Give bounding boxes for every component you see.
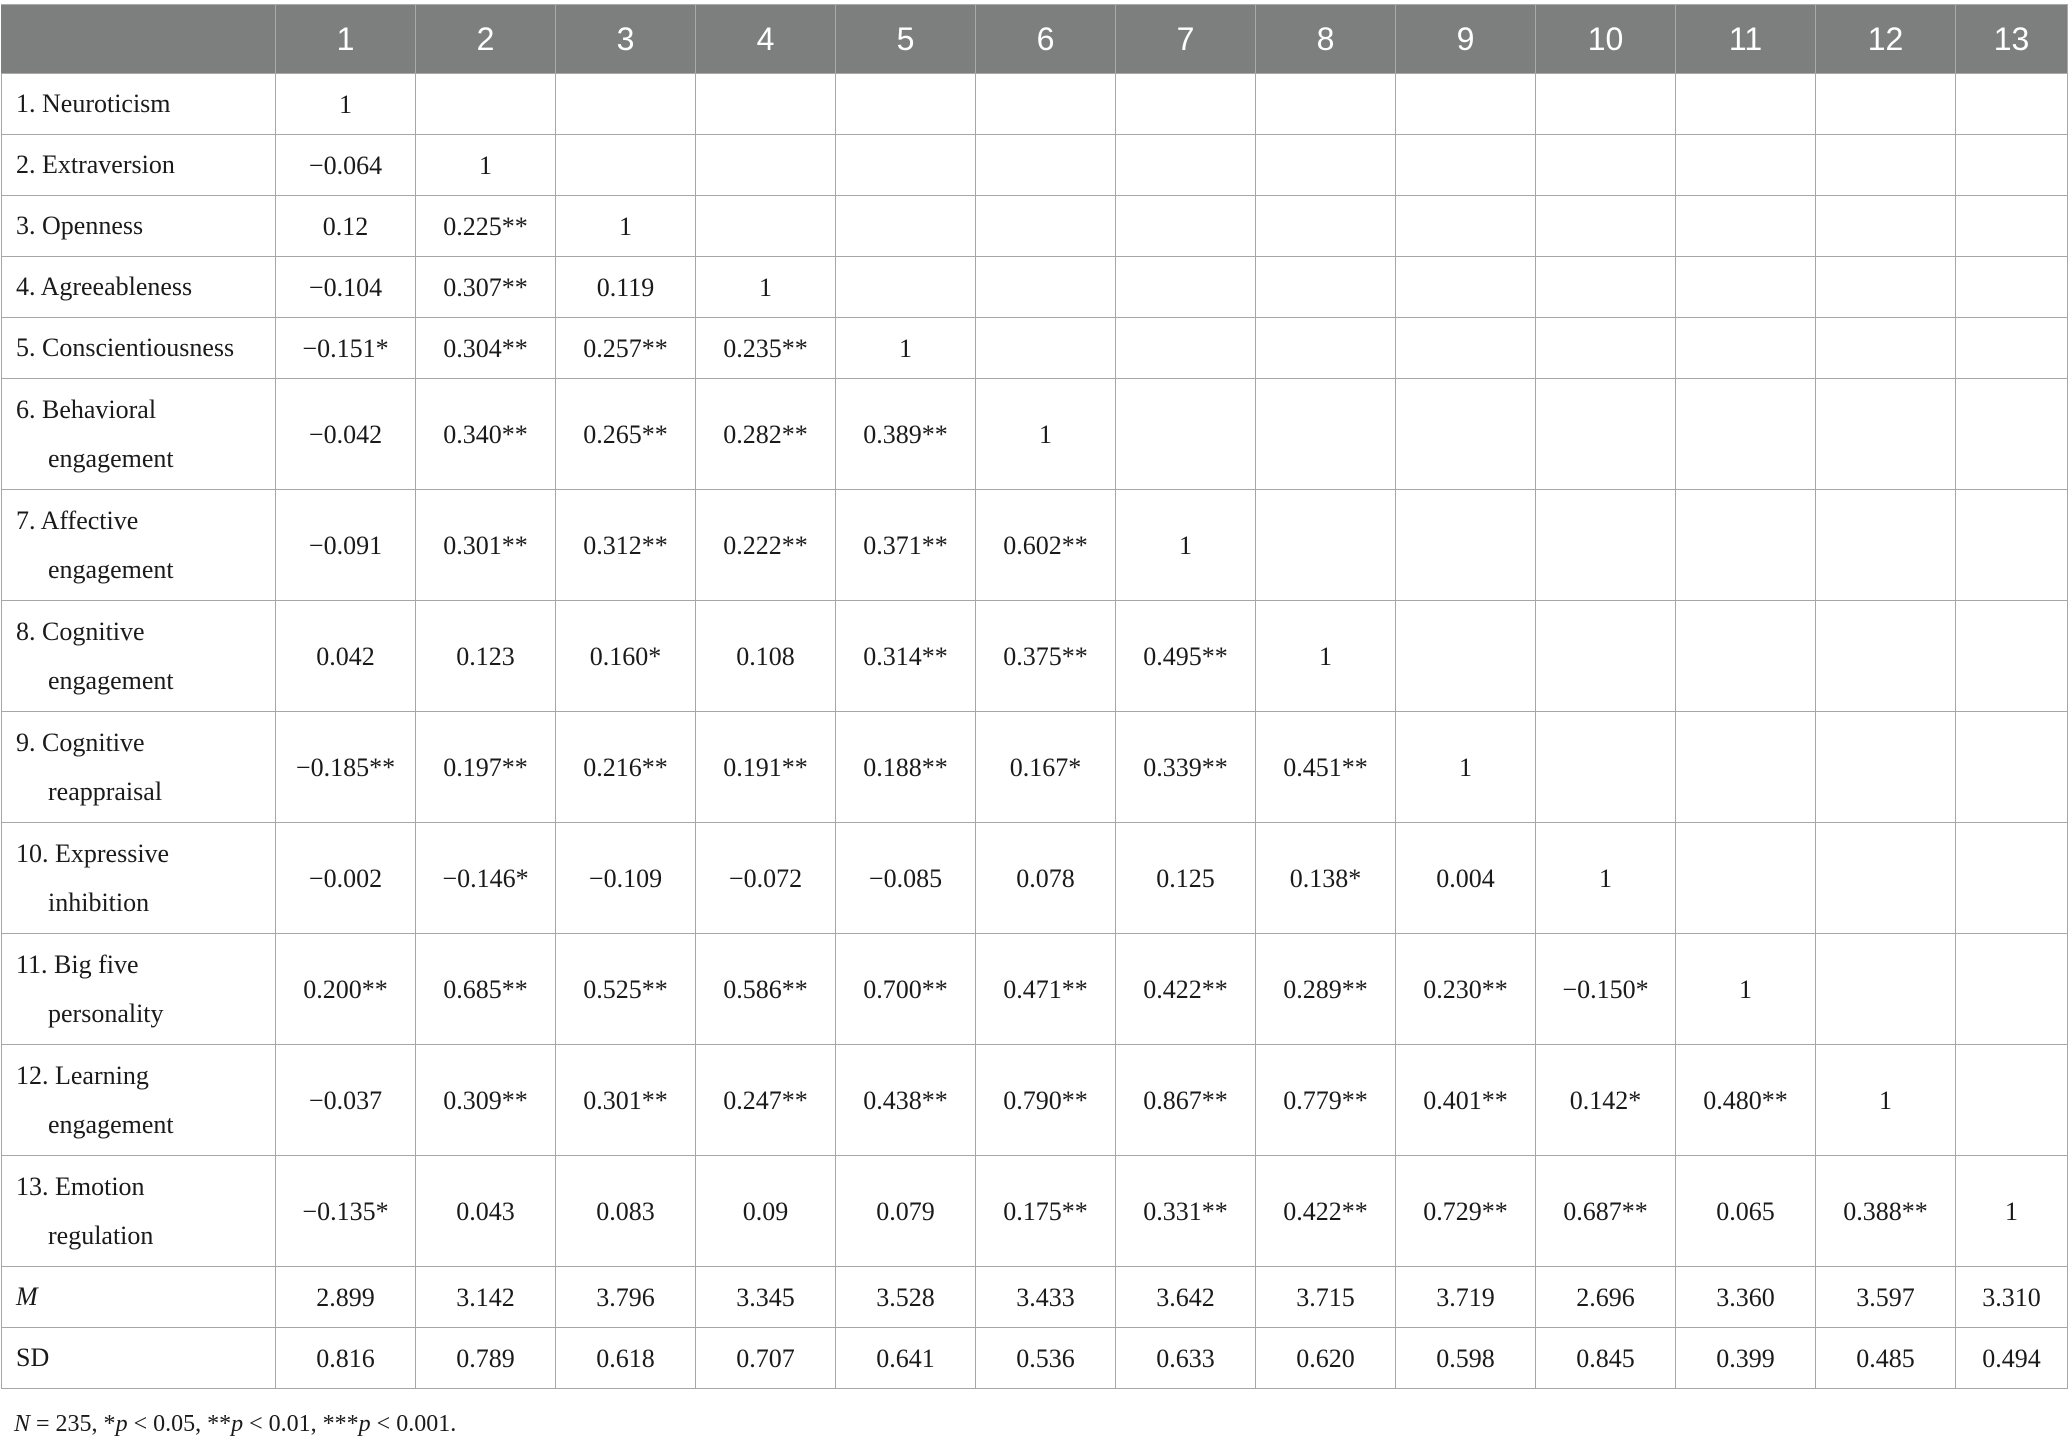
table-header-row bbox=[2, 5, 2068, 74]
table-cell: 0.371** bbox=[836, 490, 976, 601]
table-cell bbox=[836, 74, 976, 135]
table-cell: −0.042 bbox=[276, 379, 416, 490]
table-cell: 0.078 bbox=[976, 823, 1116, 934]
header-corner-cell bbox=[2, 5, 276, 74]
table-cell: 0.125 bbox=[1116, 823, 1256, 934]
row-label bbox=[2, 712, 276, 823]
row-label bbox=[2, 490, 276, 601]
row-label-line: 10. Expressive bbox=[16, 839, 170, 868]
table-cell bbox=[1956, 257, 2068, 318]
table-cell: 3.142 bbox=[416, 1267, 556, 1328]
table-cell bbox=[1816, 135, 1956, 196]
column-header-8: 8 bbox=[1256, 5, 1396, 74]
table-row bbox=[2, 1045, 2068, 1156]
row-label-line: 9. Cognitive bbox=[16, 728, 145, 757]
table-row bbox=[2, 823, 2068, 934]
table-cell bbox=[1816, 196, 1956, 257]
table-cell: 1 bbox=[1536, 823, 1676, 934]
table-cell: 0.138* bbox=[1256, 823, 1396, 934]
table-cell: 0.188** bbox=[836, 712, 976, 823]
table-cell bbox=[1536, 318, 1676, 379]
table-cell bbox=[1816, 823, 1956, 934]
table-cell bbox=[1676, 601, 1816, 712]
table-cell bbox=[1816, 490, 1956, 601]
table-cell: 0.536 bbox=[976, 1328, 1116, 1389]
row-label-line: 11. Big five bbox=[16, 950, 139, 979]
table-cell bbox=[1256, 318, 1396, 379]
row-label bbox=[2, 823, 276, 934]
table-cell: 0.083 bbox=[556, 1156, 696, 1267]
table-cell bbox=[696, 135, 836, 196]
row-label bbox=[2, 318, 276, 379]
table-cell: 0.485 bbox=[1816, 1328, 1956, 1389]
table-cell: 0.123 bbox=[416, 601, 556, 712]
table-cell bbox=[556, 135, 696, 196]
table-cell bbox=[1396, 257, 1536, 318]
table-cell: 0.620 bbox=[1256, 1328, 1396, 1389]
table-cell: 0.340** bbox=[416, 379, 556, 490]
table-cell: 0.339** bbox=[1116, 712, 1256, 823]
table-cell: 1 bbox=[1956, 1156, 2068, 1267]
table-cell bbox=[1956, 196, 2068, 257]
table-cell: 0.301** bbox=[416, 490, 556, 601]
table-cell: 0.422** bbox=[1256, 1156, 1396, 1267]
table-cell bbox=[1956, 318, 2068, 379]
footnote-threshold-1: < 0.05, ** bbox=[127, 1411, 232, 1437]
table-cell bbox=[1396, 318, 1536, 379]
table-cell bbox=[1116, 379, 1256, 490]
row-label bbox=[2, 934, 276, 1045]
table-cell: 0.309** bbox=[416, 1045, 556, 1156]
table-cell: 0.222** bbox=[696, 490, 836, 601]
table-cell: 1 bbox=[1816, 1045, 1956, 1156]
table-cell: 0.235** bbox=[696, 318, 836, 379]
row-label-line: 2. Extraversion bbox=[16, 150, 175, 179]
table-cell bbox=[1816, 934, 1956, 1045]
table-cell: 0.480** bbox=[1676, 1045, 1816, 1156]
table-cell bbox=[1676, 490, 1816, 601]
table-cell: 3.310 bbox=[1956, 1267, 2068, 1328]
table-cell: 0.331** bbox=[1116, 1156, 1256, 1267]
table-cell bbox=[976, 74, 1116, 135]
table-cell bbox=[1956, 74, 2068, 135]
table-cell bbox=[1676, 196, 1816, 257]
footnote-threshold-2: < 0.01, *** bbox=[243, 1411, 359, 1437]
table-cell: 0.167* bbox=[976, 712, 1116, 823]
table-cell: 0.304** bbox=[416, 318, 556, 379]
table-cell: 0.314** bbox=[836, 601, 976, 712]
table-cell: 1 bbox=[276, 74, 416, 135]
table-cell: −0.091 bbox=[276, 490, 416, 601]
table-cell: 0.641 bbox=[836, 1328, 976, 1389]
table-cell: 0.09 bbox=[696, 1156, 836, 1267]
row-label-line: 3. Openness bbox=[16, 211, 144, 240]
table-cell: 1 bbox=[1116, 490, 1256, 601]
table-cell: 0.119 bbox=[556, 257, 696, 318]
table-cell: 3.715 bbox=[1256, 1267, 1396, 1328]
row-label-line: 7. Affective bbox=[16, 506, 139, 535]
table-cell: 0.779** bbox=[1256, 1045, 1396, 1156]
column-header-1: 1 bbox=[276, 5, 416, 74]
table-cell bbox=[1676, 257, 1816, 318]
table-cell bbox=[1816, 257, 1956, 318]
table-cell bbox=[1536, 135, 1676, 196]
row-label bbox=[2, 1328, 276, 1389]
table-cell: −0.002 bbox=[276, 823, 416, 934]
column-header-12: 12 bbox=[1816, 5, 1956, 74]
table-cell: 0.438** bbox=[836, 1045, 976, 1156]
table-cell: 0.525** bbox=[556, 934, 696, 1045]
footnote-n-symbol: N bbox=[14, 1411, 31, 1437]
table-cell bbox=[836, 257, 976, 318]
table-cell: 0.707 bbox=[696, 1328, 836, 1389]
table-cell: 2.899 bbox=[276, 1267, 416, 1328]
table-cell bbox=[1676, 135, 1816, 196]
table-cell: 0.225** bbox=[416, 196, 556, 257]
table-cell: 0.200** bbox=[276, 934, 416, 1045]
table-cell: 3.433 bbox=[976, 1267, 1116, 1328]
table-cell: −0.072 bbox=[696, 823, 836, 934]
table-cell: 0.043 bbox=[416, 1156, 556, 1267]
table-cell: 0.216** bbox=[556, 712, 696, 823]
table-cell bbox=[1816, 601, 1956, 712]
table-cell bbox=[1536, 490, 1676, 601]
table-cell: 0.471** bbox=[976, 934, 1116, 1045]
column-header-9: 9 bbox=[1396, 5, 1536, 74]
table-cell bbox=[836, 135, 976, 196]
table-cell: 0.687** bbox=[1536, 1156, 1676, 1267]
table-cell: 0.633 bbox=[1116, 1328, 1256, 1389]
table-cell: 3.360 bbox=[1676, 1267, 1816, 1328]
table-cell: −0.104 bbox=[276, 257, 416, 318]
table-cell: 0.700** bbox=[836, 934, 976, 1045]
row-label bbox=[2, 196, 276, 257]
footnote-p-symbol: p bbox=[358, 1411, 371, 1437]
table-row bbox=[2, 257, 2068, 318]
table-cell bbox=[976, 257, 1116, 318]
table-cell: −0.146* bbox=[416, 823, 556, 934]
column-header-7: 7 bbox=[1116, 5, 1256, 74]
table-cell: 0.389** bbox=[836, 379, 976, 490]
row-label-line: reappraisal bbox=[48, 777, 163, 806]
table-cell: 0.042 bbox=[276, 601, 416, 712]
table-cell bbox=[1956, 1045, 2068, 1156]
footnote-threshold-3: < 0.001. bbox=[370, 1411, 457, 1437]
table-cell: 0.790** bbox=[976, 1045, 1116, 1156]
table-cell: 0.108 bbox=[696, 601, 836, 712]
table-cell: −0.151* bbox=[276, 318, 416, 379]
table-cell: 0.12 bbox=[276, 196, 416, 257]
table-row bbox=[2, 135, 2068, 196]
table-cell: 1 bbox=[696, 257, 836, 318]
table-cell bbox=[1116, 135, 1256, 196]
table-cell: 0.729** bbox=[1396, 1156, 1536, 1267]
row-label-line: 5. Conscientiousness bbox=[16, 333, 235, 362]
table-cell: 0.845 bbox=[1536, 1328, 1676, 1389]
row-label bbox=[2, 379, 276, 490]
table-cell: 1 bbox=[1676, 934, 1816, 1045]
table-cell bbox=[1956, 712, 2068, 823]
footnote-n-value: = 235, * bbox=[30, 1411, 116, 1437]
table-cell: 0.399 bbox=[1676, 1328, 1816, 1389]
table-cell bbox=[1256, 379, 1396, 490]
table-cell bbox=[1396, 135, 1536, 196]
row-label-line: 4. Agreeableness bbox=[16, 272, 193, 301]
table-cell bbox=[1956, 379, 2068, 490]
table-cell bbox=[1676, 712, 1816, 823]
table-cell: 0.598 bbox=[1396, 1328, 1536, 1389]
table-cell: 0.451** bbox=[1256, 712, 1396, 823]
table-cell bbox=[1816, 74, 1956, 135]
column-header-11: 11 bbox=[1676, 5, 1816, 74]
table-cell bbox=[556, 74, 696, 135]
table-cell: 3.597 bbox=[1816, 1267, 1956, 1328]
table-cell bbox=[1396, 196, 1536, 257]
column-header-10: 10 bbox=[1536, 5, 1676, 74]
table-cell bbox=[1956, 823, 2068, 934]
column-header-4: 4 bbox=[696, 5, 836, 74]
row-label-line: 8. Cognitive bbox=[16, 617, 145, 646]
table-cell: 0.247** bbox=[696, 1045, 836, 1156]
table-row bbox=[2, 601, 2068, 712]
table-cell: 1 bbox=[416, 135, 556, 196]
table-cell bbox=[416, 74, 556, 135]
table-cell bbox=[1816, 318, 1956, 379]
table-cell: 0.401** bbox=[1396, 1045, 1536, 1156]
table-cell: 0.602** bbox=[976, 490, 1116, 601]
table-cell: 0.867** bbox=[1116, 1045, 1256, 1156]
table-cell bbox=[1816, 379, 1956, 490]
table-cell bbox=[1256, 257, 1396, 318]
table-cell: −0.064 bbox=[276, 135, 416, 196]
table-cell: 0.301** bbox=[556, 1045, 696, 1156]
table-cell: 0.586** bbox=[696, 934, 836, 1045]
table-cell: 1 bbox=[556, 196, 696, 257]
table-cell: 0.816 bbox=[276, 1328, 416, 1389]
table-cell bbox=[1676, 74, 1816, 135]
footnote-p-symbol: p bbox=[231, 1411, 244, 1437]
row-label-line: SD bbox=[16, 1343, 50, 1372]
row-label-line: inhibition bbox=[48, 888, 150, 917]
table-cell bbox=[1256, 196, 1396, 257]
table-cell bbox=[1116, 74, 1256, 135]
table-cell bbox=[1396, 379, 1536, 490]
row-label bbox=[2, 1267, 276, 1328]
table-cell: 0.422** bbox=[1116, 934, 1256, 1045]
table-cell bbox=[1956, 601, 2068, 712]
table-cell bbox=[696, 74, 836, 135]
table-cell: 0.230** bbox=[1396, 934, 1536, 1045]
row-label-line: 12. Learning bbox=[16, 1061, 149, 1090]
table-cell: 0.142* bbox=[1536, 1045, 1676, 1156]
row-label-line: engagement bbox=[48, 444, 174, 473]
table-row bbox=[2, 74, 2068, 135]
row-label bbox=[2, 74, 276, 135]
table-cell: 3.642 bbox=[1116, 1267, 1256, 1328]
table-cell: 0.257** bbox=[556, 318, 696, 379]
row-label-line: engagement bbox=[48, 555, 174, 584]
table-body bbox=[2, 74, 2068, 1389]
table-cell bbox=[976, 196, 1116, 257]
table-cell: 3.796 bbox=[556, 1267, 696, 1328]
table-cell: 0.789 bbox=[416, 1328, 556, 1389]
table-cell bbox=[1536, 379, 1676, 490]
row-label-line: engagement bbox=[48, 1110, 174, 1139]
table-cell bbox=[1396, 601, 1536, 712]
row-label bbox=[2, 1045, 276, 1156]
table-cell: 0.375** bbox=[976, 601, 1116, 712]
table-cell: 0.495** bbox=[1116, 601, 1256, 712]
table-row bbox=[2, 196, 2068, 257]
table-row bbox=[2, 1156, 2068, 1267]
row-label-line: personality bbox=[48, 999, 164, 1028]
table-row bbox=[2, 1267, 2068, 1328]
table-cell: −0.185** bbox=[276, 712, 416, 823]
table-cell: −0.109 bbox=[556, 823, 696, 934]
table-cell bbox=[1676, 318, 1816, 379]
table-cell bbox=[1116, 196, 1256, 257]
table-cell: 0.494 bbox=[1956, 1328, 2068, 1389]
table-cell: 0.618 bbox=[556, 1328, 696, 1389]
table-cell: 0.388** bbox=[1816, 1156, 1956, 1267]
table-cell bbox=[1536, 74, 1676, 135]
table-cell bbox=[976, 135, 1116, 196]
row-label bbox=[2, 1156, 276, 1267]
table-cell bbox=[1256, 135, 1396, 196]
table-cell: 0.079 bbox=[836, 1156, 976, 1267]
column-header-13: 13 bbox=[1956, 5, 2068, 74]
row-label-line: 6. Behavioral bbox=[16, 395, 157, 424]
table-cell bbox=[1536, 601, 1676, 712]
table-cell: 3.528 bbox=[836, 1267, 976, 1328]
row-label bbox=[2, 135, 276, 196]
table-cell bbox=[836, 196, 976, 257]
table-cell bbox=[1396, 490, 1536, 601]
column-header-3: 3 bbox=[556, 5, 696, 74]
column-header-2: 2 bbox=[416, 5, 556, 74]
row-label-line: 13. Emotion bbox=[16, 1172, 145, 1201]
row-label-line: M bbox=[16, 1282, 38, 1311]
table-row bbox=[2, 318, 2068, 379]
table-cell: 1 bbox=[1256, 601, 1396, 712]
table-cell: 0.175** bbox=[976, 1156, 1116, 1267]
table-cell bbox=[1816, 712, 1956, 823]
table-cell: 1 bbox=[1396, 712, 1536, 823]
correlation-table-container bbox=[0, 4, 2068, 1389]
table-cell: 1 bbox=[836, 318, 976, 379]
table-cell: 0.065 bbox=[1676, 1156, 1816, 1267]
footnote-p-symbol: p bbox=[115, 1411, 128, 1437]
table-row bbox=[2, 934, 2068, 1045]
row-label-line: regulation bbox=[48, 1221, 154, 1250]
table-cell bbox=[1536, 712, 1676, 823]
table-cell bbox=[1956, 135, 2068, 196]
table-cell bbox=[976, 318, 1116, 379]
correlation-table bbox=[1, 4, 2068, 1389]
table-row bbox=[2, 490, 2068, 601]
table-cell: 0.160* bbox=[556, 601, 696, 712]
table-cell: 0.197** bbox=[416, 712, 556, 823]
row-label-line: engagement bbox=[48, 666, 174, 695]
table-cell: 0.685** bbox=[416, 934, 556, 1045]
table-cell bbox=[1116, 318, 1256, 379]
table-cell: 0.312** bbox=[556, 490, 696, 601]
table-cell bbox=[1256, 74, 1396, 135]
table-cell: 0.289** bbox=[1256, 934, 1396, 1045]
table-cell: 0.004 bbox=[1396, 823, 1536, 934]
table-cell: −0.037 bbox=[276, 1045, 416, 1156]
table-row bbox=[2, 712, 2068, 823]
table-cell bbox=[1676, 823, 1816, 934]
table-cell: 2.696 bbox=[1536, 1267, 1676, 1328]
table-cell: 0.265** bbox=[556, 379, 696, 490]
table-cell: −0.150* bbox=[1536, 934, 1676, 1045]
table-cell bbox=[1956, 934, 2068, 1045]
row-label bbox=[2, 257, 276, 318]
table-cell: 1 bbox=[976, 379, 1116, 490]
column-header-6: 6 bbox=[976, 5, 1116, 74]
table-cell bbox=[1536, 196, 1676, 257]
table-footnote bbox=[14, 1411, 456, 1438]
table-cell: 0.307** bbox=[416, 257, 556, 318]
table-cell: 0.191** bbox=[696, 712, 836, 823]
table-row bbox=[2, 1328, 2068, 1389]
row-label bbox=[2, 601, 276, 712]
row-label-line: 1. Neuroticism bbox=[16, 89, 171, 118]
table-cell bbox=[1956, 490, 2068, 601]
table-cell: 3.345 bbox=[696, 1267, 836, 1328]
table-cell bbox=[1116, 257, 1256, 318]
table-cell: 0.282** bbox=[696, 379, 836, 490]
table-cell bbox=[1676, 379, 1816, 490]
table-cell bbox=[1256, 490, 1396, 601]
table-cell: −0.135* bbox=[276, 1156, 416, 1267]
table-cell bbox=[1396, 74, 1536, 135]
table-row bbox=[2, 379, 2068, 490]
table-cell bbox=[1536, 257, 1676, 318]
table-cell: 3.719 bbox=[1396, 1267, 1536, 1328]
table-cell bbox=[696, 196, 836, 257]
column-header-5: 5 bbox=[836, 5, 976, 74]
table-cell: −0.085 bbox=[836, 823, 976, 934]
